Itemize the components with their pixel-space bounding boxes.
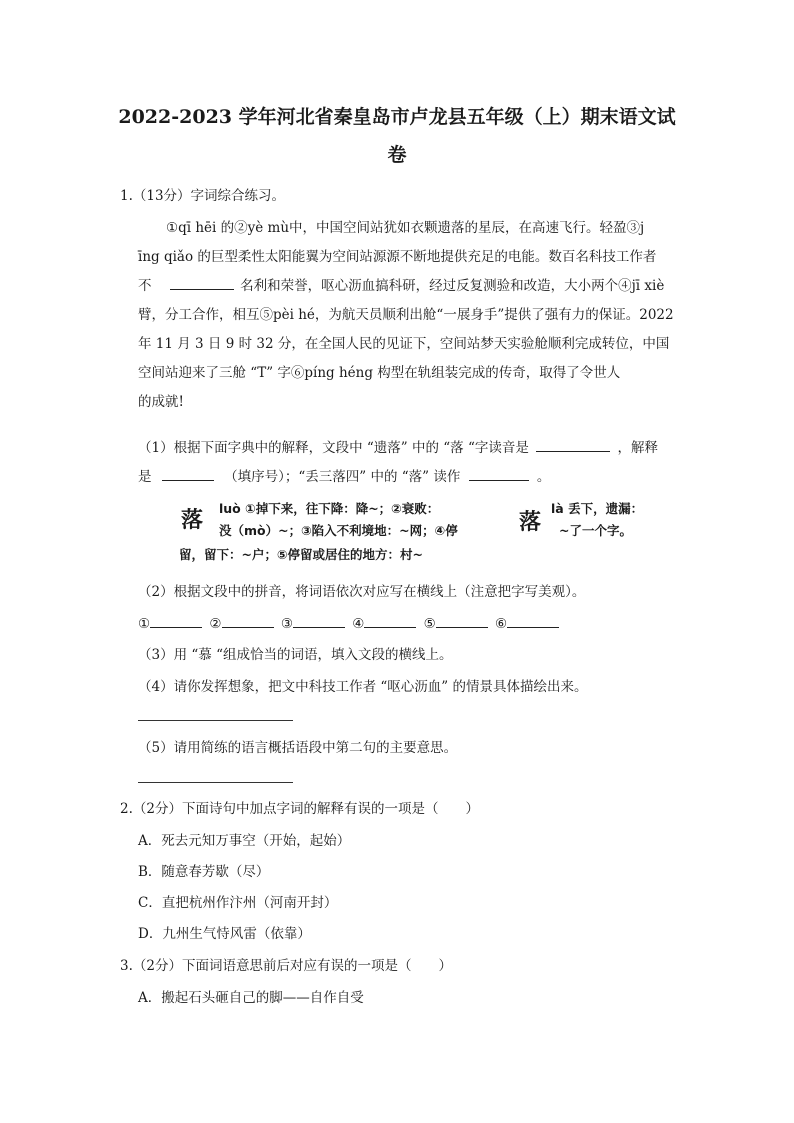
blank-number: ④ [352,616,365,632]
title-line-1: 2022-2023 学年河北省秦皇岛市卢龙县五年级（上）期末语文试 [118,106,676,128]
answer-line[interactable] [138,782,293,783]
question-1-passage-line-1: ①qī hēi 的②yè mù中，中国空间站犹如衣颗遗落的星辰，在高速飞行。轻盈③j [166,220,645,236]
answer-row-six-blanks [138,613,562,632]
question-2-header: 2.（2分）下面诗句中加点字词的解释有误的一项是（ ） [120,801,479,817]
dictionary-entry-line: luò ①掉下来，往下降：降~；②衰败： [219,501,440,516]
dictionary-char-luo: 落 [181,507,204,533]
fill-blank[interactable] [436,613,488,628]
subquestion-text: 是 [138,469,152,485]
subquestion-text: （1）根据下面字典中的解释，文段中 “遗落” 中的 “落 “字读音是 [138,440,529,456]
subquestion-5: （5）请用简练的语言概括语段中第二句的主要意思。 [138,740,458,756]
fill-blank[interactable] [364,613,416,628]
passage-text: 不 [138,278,152,294]
fill-blank[interactable] [222,613,274,628]
question-1-passage-line-2: īng qiǎo 的巨型柔性太阳能翼为空间站源源不断地提供充足的电能。数百名科技工作者 [138,249,657,265]
blank-number: ⑤ [423,616,436,632]
blank-number: ③ [280,616,293,632]
subquestion-3: （3）用 “慕 “组成恰当的词语，填入文段的横线上。 [138,647,453,663]
dictionary-entry-line: là 丢下，遗漏： [551,501,644,516]
blank-number: ⑥ [495,616,508,632]
subquestion-4: （4）请你发挥想象，把文中科技工作者 “呕心沥血” 的情景具体描绘出来。 [138,679,588,695]
dictionary-excerpt [175,495,645,570]
question-1-passage-line-5: 年 11 月 3 日 9 时 32 分，在全国人民的见证下，空间站梦天实验舱顺利完成转位，中国 [138,336,670,352]
dictionary-entry-line: 没（mò）~；③陷入不利境地：~网；④停 [219,523,458,538]
answer-line[interactable] [138,720,293,721]
fill-blank[interactable] [507,613,559,628]
title-line-2: 卷 [387,144,407,166]
question-3-header: 3.（2分）下面词语意思前后对应有误的一项是（ ） [120,958,452,974]
question-2-option-c[interactable]: C．直把杭州作汴州（河南开封） [138,895,338,911]
question-1-passage-line-4: 臂，分工合作，相互⑤pèi hé，为航天员顺利出舱“一展身手”提供了强有力的保证。2022 [138,307,674,323]
fill-blank[interactable] [162,466,214,481]
question-1-passage-line-3 [138,272,678,301]
subquestion-2: （2）根据文段中的拼音，将词语依次对应写在横线上（注意把字写美观）。 [138,584,586,600]
question-2-option-d[interactable]: D．九州生气恃风雷（依靠） [138,926,311,942]
fill-blank[interactable] [293,613,345,628]
question-1-passage-line-6: 空间站迎来了三舱 “T” 字⑥píng héng 构型在轨组装完成的传奇，取得了令世人 [138,365,621,381]
dictionary-char-la: 落 [519,509,542,535]
question-1-header: 1.（13分）字词综合练习。 [120,188,286,204]
fill-blank[interactable] [469,466,529,481]
dictionary-entry-line: 留，留下：~户；⑤停留或居住的地方：村~ [179,547,424,562]
passage-text: 名利和荣誉，呕心沥血搞科研，经过反复测验和改造，大小两个④jī xiè [240,278,665,294]
fill-blank[interactable] [536,437,610,452]
blank-number: ② [209,616,222,632]
fill-blank[interactable] [150,613,202,628]
question-1-passage-line-7: 的成就! [138,394,184,410]
subquestion-1-line-2 [138,466,550,487]
subquestion-text: 。 [536,469,551,485]
question-2-option-b[interactable]: B．随意春芳歇（尽） [138,864,270,880]
blank-number: ① [138,616,151,632]
question-3-option-a[interactable]: A．搬起石头砸自己的脚——自作自受 [138,990,364,1006]
subquestion-text: （填序号）；“丢三落四” 中的 “落” 读作 [224,469,461,485]
dictionary-entry-line: ~了一个字。 [559,523,632,538]
subquestion-1-line-1 [138,437,658,458]
exam-title [100,98,694,174]
fill-blank[interactable] [170,275,234,290]
question-2-option-a[interactable]: A．死去元知万事空（开始，起始） [138,833,351,849]
subquestion-text: ，解释 [617,440,658,456]
